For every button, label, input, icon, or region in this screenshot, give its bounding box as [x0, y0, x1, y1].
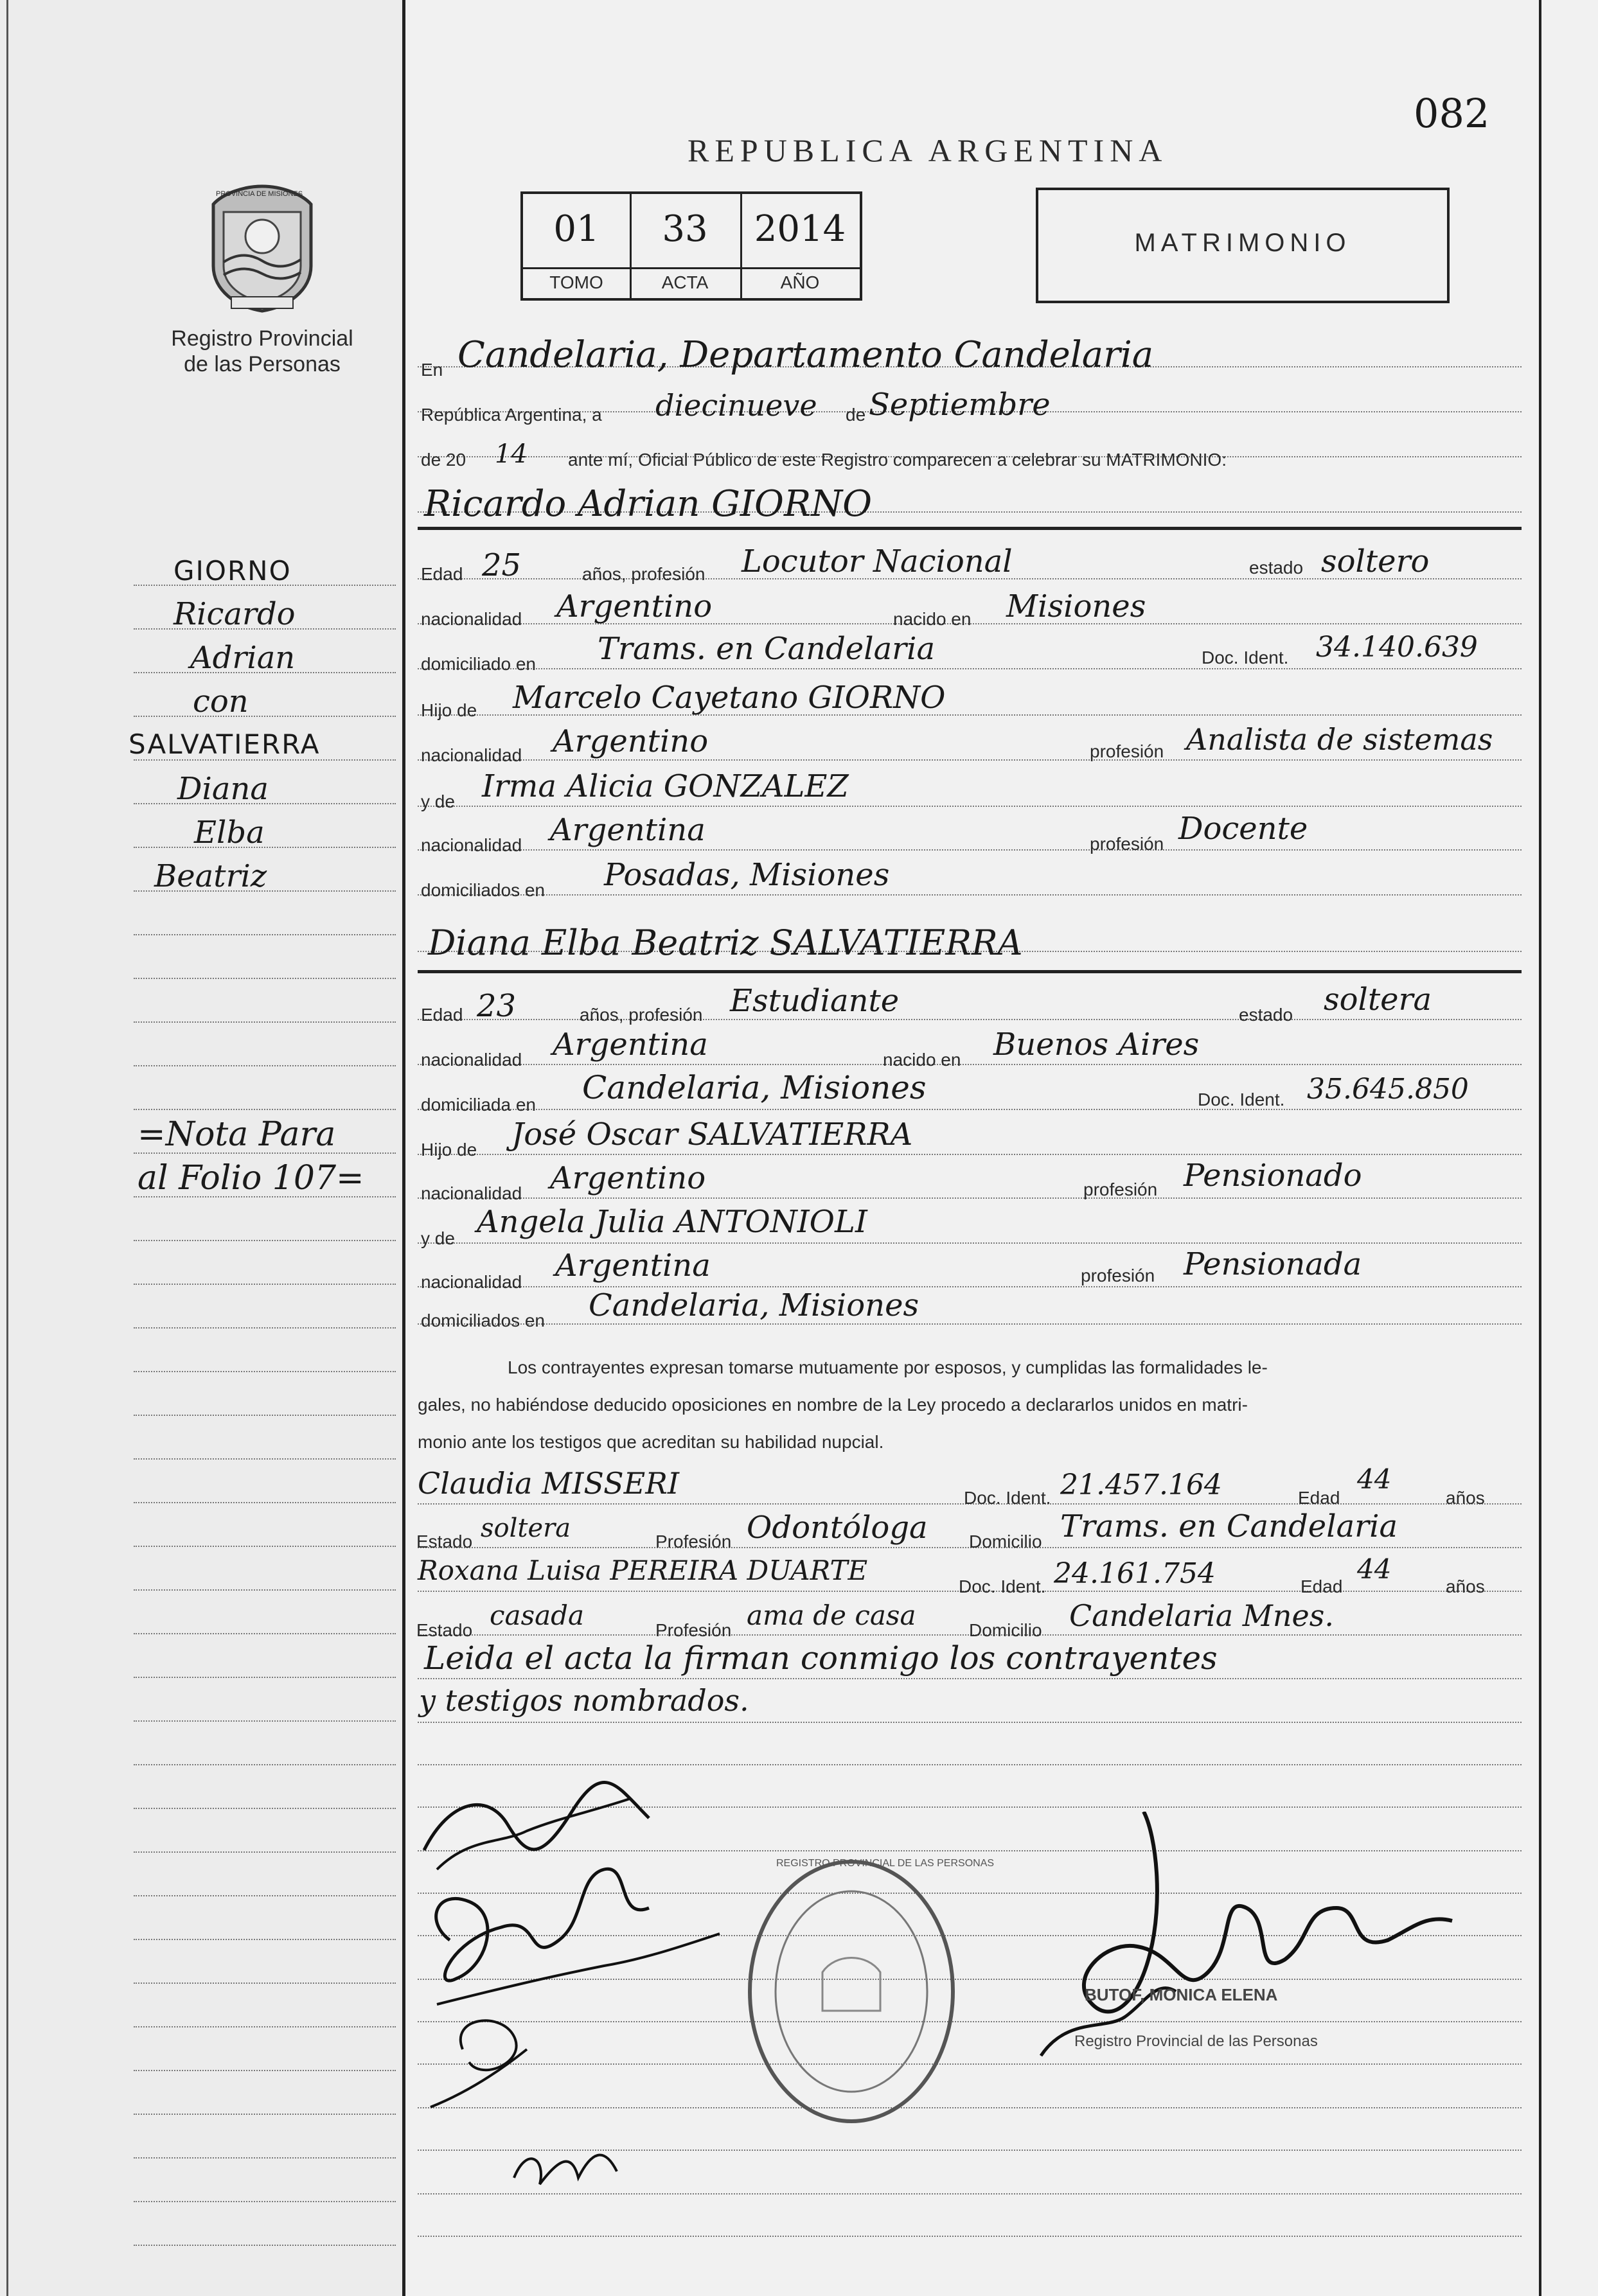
- witness1-domicilio-label: Domicilio: [969, 1532, 1042, 1551]
- body-rule: [418, 1764, 1522, 1765]
- groom-mother-profesion-label: profesión: [1090, 834, 1164, 854]
- witness2-profession: ama de casa: [747, 1600, 916, 1631]
- left-edge-line: [6, 0, 8, 2296]
- body-rule: [418, 759, 1522, 761]
- bride-profession: Estudiante: [730, 983, 900, 1019]
- bride-anos-profesion-label: años, profesión: [580, 1005, 703, 1025]
- witness2-address: Candelaria Mnes.: [1069, 1598, 1334, 1633]
- bride-domiciliados-label: domiciliados en: [421, 1311, 545, 1330]
- anio-label: AÑO: [780, 272, 820, 292]
- margin-rule: [134, 1458, 396, 1460]
- bride-domiciliada-label: domiciliada en: [421, 1095, 536, 1115]
- tomo-value: 01: [553, 208, 599, 250]
- margin-rule: [134, 1109, 396, 1110]
- bride-father-nationality: Argentino: [550, 1160, 706, 1196]
- margin-rule: [134, 1284, 396, 1285]
- official-name: BUTOF, MONICA ELENA: [1085, 1985, 1278, 2004]
- margin-rule: [134, 2026, 396, 2027]
- declaration-line3: monio ante los testigos que acreditan su habilidad nupcial.: [418, 1432, 884, 1452]
- witness1-doc-label: Doc. Ident.: [964, 1488, 1051, 1508]
- groom-father-nacionalidad-label: nacionalidad: [421, 745, 522, 765]
- act-type-box: [1036, 188, 1450, 303]
- official-signature-icon: [1028, 1812, 1478, 2094]
- bride-birthplace: Buenos Aires: [993, 1027, 1200, 1063]
- groom-father: Marcelo Cayetano GIORNO: [513, 680, 946, 716]
- witness1-profession: Odontóloga: [747, 1510, 928, 1546]
- margin-name-2: Ricardo: [173, 596, 296, 632]
- groom-mother-profession: Docente: [1178, 811, 1308, 847]
- bride-yde-label: y de: [421, 1228, 455, 1248]
- acta-label: ACTA: [661, 272, 709, 292]
- year-suffix: 14: [495, 439, 528, 469]
- declaration-line2: gales, no habiéndose deducido oposiciones en nombre de la Ley procedo a declararlos unidos en matri-: [418, 1395, 1248, 1415]
- bride-father-profesion-label: profesión: [1083, 1179, 1158, 1199]
- republica-label: República Argentina, a: [421, 405, 602, 425]
- margin-rule: [134, 1983, 396, 1984]
- margin-name-1: GIORNO: [173, 555, 292, 587]
- body-rule: [418, 894, 1522, 896]
- round-seal-text: REGISTRO PROVINCIAL DE LAS PERSONAS: [776, 1858, 995, 1869]
- declaration-line1: Los contrayentes expresan tomarse mutuamente por esposos, y cumplidas las formalidades le-: [508, 1357, 1268, 1377]
- groom-nacido-label: nacido en: [893, 609, 972, 629]
- witness2-edad-label: Edad: [1301, 1576, 1343, 1596]
- margin-rule: [134, 1240, 396, 1241]
- margin-rule: [134, 2245, 396, 2246]
- body-rule: [418, 849, 1522, 851]
- margin-rule: [134, 847, 396, 848]
- groom-yde-label: y de: [421, 791, 455, 811]
- witness2-anos-label: años: [1446, 1576, 1485, 1596]
- bride-mother: Angela Julia ANTONIOLI: [477, 1204, 867, 1240]
- groom-birthplace: Misiones: [1006, 588, 1146, 624]
- witness1-marital-status: soltera: [481, 1514, 571, 1543]
- bride-estado-label: estado: [1239, 1005, 1293, 1025]
- margin-rule: [134, 2157, 396, 2159]
- margin-rule: [134, 1851, 396, 1853]
- groom-estado-label: estado: [1249, 558, 1304, 578]
- margin-rule: [134, 2201, 396, 2202]
- witness2-estado-label: Estado: [416, 1620, 473, 1640]
- margin-rule: [134, 2114, 396, 2115]
- seal-text: PROVINCIA DE MISIONES: [216, 190, 303, 198]
- bride-hijo-label: Hijo de: [421, 1140, 477, 1160]
- witness2-profesion-label: Profesión: [655, 1620, 732, 1640]
- bride-marital-status: soltera: [1324, 982, 1432, 1018]
- witness2-domicilio-label: Domicilio: [969, 1620, 1042, 1640]
- margin-rule: [134, 1065, 396, 1066]
- bride-name: Diana Elba Beatriz SALVATIERRA: [428, 923, 1023, 963]
- body-rule: [418, 2236, 1522, 2237]
- margin-rule: [134, 1415, 396, 1416]
- groom-anos-profesion-label: años, profesión: [582, 564, 706, 584]
- bride-nationality: Argentina: [553, 1027, 708, 1063]
- bride-edad-label: Edad: [421, 1005, 463, 1025]
- bride-father-nacionalidad-label: nacionalidad: [421, 1183, 522, 1203]
- body-rule: [418, 668, 1522, 669]
- witness2-marital-status: casada: [490, 1600, 585, 1631]
- margin-name-3: Adrian: [190, 640, 296, 676]
- closing-line2: y testigos nombrados.: [419, 1683, 749, 1718]
- margin-rule: [134, 1589, 396, 1591]
- body-rule: [418, 1242, 1522, 1244]
- witness1-doc-number: 21.457.164: [1060, 1469, 1222, 1501]
- margin-rule: [134, 1633, 396, 1634]
- official-title: Registro Provincial de las Personas: [1074, 2033, 1318, 2050]
- bride-doc-label: Doc. Ident.: [1198, 1090, 1285, 1109]
- groom-marital-status: soltero: [1321, 543, 1430, 579]
- margin-rule: [134, 1371, 396, 1372]
- country-heading: REPUBLICA ARGENTINA: [688, 132, 1168, 168]
- body-rule: [418, 1323, 1522, 1325]
- margin-rule: [134, 1720, 396, 1722]
- groom-mother: Irma Alicia GONZALEZ: [482, 768, 849, 804]
- act-type: MATRIMONIO: [1134, 229, 1351, 257]
- bride-mother-profesion-label: profesión: [1081, 1266, 1155, 1285]
- margin-rule: [134, 1808, 396, 1809]
- witness1-profesion-label: Profesión: [655, 1532, 732, 1551]
- body-rule: [418, 1154, 1522, 1155]
- margin-name-6: Diana: [177, 771, 269, 807]
- page-number: 082: [1414, 90, 1490, 137]
- margin-rule: [134, 1021, 396, 1023]
- margin-name-8: Beatriz: [154, 858, 267, 894]
- body-rule: [418, 1109, 1522, 1110]
- margin-rule: [134, 1939, 396, 1940]
- margin-nota-line2: al Folio 107=: [138, 1159, 364, 1197]
- en-label: En: [421, 360, 443, 380]
- place: Candelaria, Departamento Candelaria: [457, 334, 1154, 376]
- province-seal-icon: [204, 182, 320, 314]
- groom-age: 25: [482, 547, 522, 583]
- margin-nota-line1: =Nota Para: [138, 1115, 336, 1154]
- body-rule: [418, 1678, 1522, 1679]
- witness2-doc-number: 24.161.754: [1054, 1557, 1216, 1590]
- groom-mother-nationality: Argentina: [550, 812, 706, 848]
- margin-rule: [134, 1677, 396, 1678]
- margin-rule: [134, 1327, 396, 1329]
- groom-parents-address: Posadas, Misiones: [604, 857, 890, 893]
- comparecen-text: ante mí, Oficial Público de este Registro comparecen a celebrar su MATRIMONIO:: [568, 450, 1227, 470]
- margin-rule: [134, 1895, 396, 1896]
- reference-box: [520, 191, 862, 301]
- registry-name-line1: Registro Provincial: [171, 326, 353, 351]
- bride-mother-nationality: Argentina: [555, 1248, 711, 1284]
- body-rule: [418, 1197, 1522, 1199]
- witness1-edad-label: Edad: [1298, 1488, 1340, 1508]
- witness1-age: 44: [1357, 1463, 1392, 1495]
- bride-age: 23: [477, 988, 517, 1024]
- groom-mother-nacionalidad-label: nacionalidad: [421, 835, 522, 855]
- groom-edad-label: Edad: [421, 564, 463, 584]
- groom-hijo-label: Hijo de: [421, 700, 477, 720]
- bride-nacido-label: nacido en: [883, 1050, 961, 1070]
- witness1-name: Claudia MISSERI: [418, 1466, 680, 1501]
- de-label: de: [846, 405, 866, 425]
- registry-name-line2: de las Personas: [184, 352, 341, 376]
- bride-address: Candelaria, Misiones: [582, 1069, 927, 1106]
- anio-value: 2014: [754, 208, 846, 250]
- acta-value: 33: [662, 208, 708, 250]
- margin-rule: [134, 978, 396, 979]
- body-rule: [418, 1064, 1522, 1065]
- tomo-label: TOMO: [549, 272, 603, 292]
- groom-father-profesion-label: profesión: [1090, 741, 1164, 761]
- closing-line1: Leida el acta la firman conmigo los contrayentes: [424, 1639, 1218, 1677]
- bride-parents-address: Candelaria, Misiones: [589, 1287, 919, 1323]
- groom-address: Trams. en Candelaria: [598, 631, 936, 667]
- groom-domiciliados-label: domiciliados en: [421, 880, 545, 900]
- bride-father-profession: Pensionado: [1184, 1158, 1362, 1194]
- margin-rule: [134, 934, 396, 935]
- bride-mother-nacionalidad-label: nacionalidad: [421, 1272, 522, 1292]
- groom-doc-label: Doc. Ident.: [1202, 648, 1289, 667]
- round-seal-icon: [739, 1850, 964, 2133]
- margin-name-4: con: [193, 684, 249, 720]
- witness2-name: Roxana Luisa PEREIRA DUARTE: [418, 1555, 868, 1586]
- year-prefix: de 20: [421, 450, 466, 470]
- body-rule: [418, 1286, 1522, 1287]
- margin-divider: [402, 0, 405, 2296]
- bride-doc-number: 35.645.850: [1307, 1073, 1469, 1106]
- bride-mother-profession: Pensionada: [1184, 1246, 1362, 1282]
- witness2-age: 44: [1357, 1553, 1392, 1585]
- signatures-left-icon: [411, 1773, 732, 2197]
- bride-nacionalidad-label: nacionalidad: [421, 1050, 522, 1070]
- witness2-doc-label: Doc. Ident.: [959, 1576, 1046, 1596]
- margin-rule: [134, 1546, 396, 1547]
- body-rule: [418, 806, 1522, 807]
- groom-domiciliado-label: domiciliado en: [421, 654, 536, 674]
- margin-name-7: Elba: [194, 815, 265, 851]
- margin-rule: [134, 1764, 396, 1765]
- groom-father-nationality: Argentino: [553, 723, 709, 759]
- groom-nacionalidad-label: nacionalidad: [421, 609, 522, 629]
- witness1-anos-label: años: [1446, 1488, 1485, 1508]
- groom-father-profession: Analista de sistemas: [1186, 722, 1493, 757]
- bride-father: José Oscar SALVATIERRA: [511, 1117, 913, 1152]
- margin-name-5: SALVATIERRA: [129, 729, 321, 760]
- groom-doc-number: 34.140.639: [1316, 631, 1478, 664]
- body-rule: [418, 1722, 1522, 1723]
- month: Septiembre: [869, 387, 1051, 423]
- witness1-estado-label: Estado: [416, 1532, 473, 1551]
- margin-rule: [134, 716, 396, 717]
- groom-nationality: Argentino: [556, 588, 713, 624]
- margin-rule: [134, 1502, 396, 1503]
- groom-name: Ricardo Adrian GIORNO: [424, 483, 873, 525]
- margin-rule: [134, 2070, 396, 2071]
- day: diecinueve: [655, 388, 817, 423]
- witness1-address: Trams. en Candelaria: [1060, 1508, 1398, 1544]
- right-border: [1539, 0, 1541, 2296]
- groom-profession: Locutor Nacional: [741, 543, 1013, 579]
